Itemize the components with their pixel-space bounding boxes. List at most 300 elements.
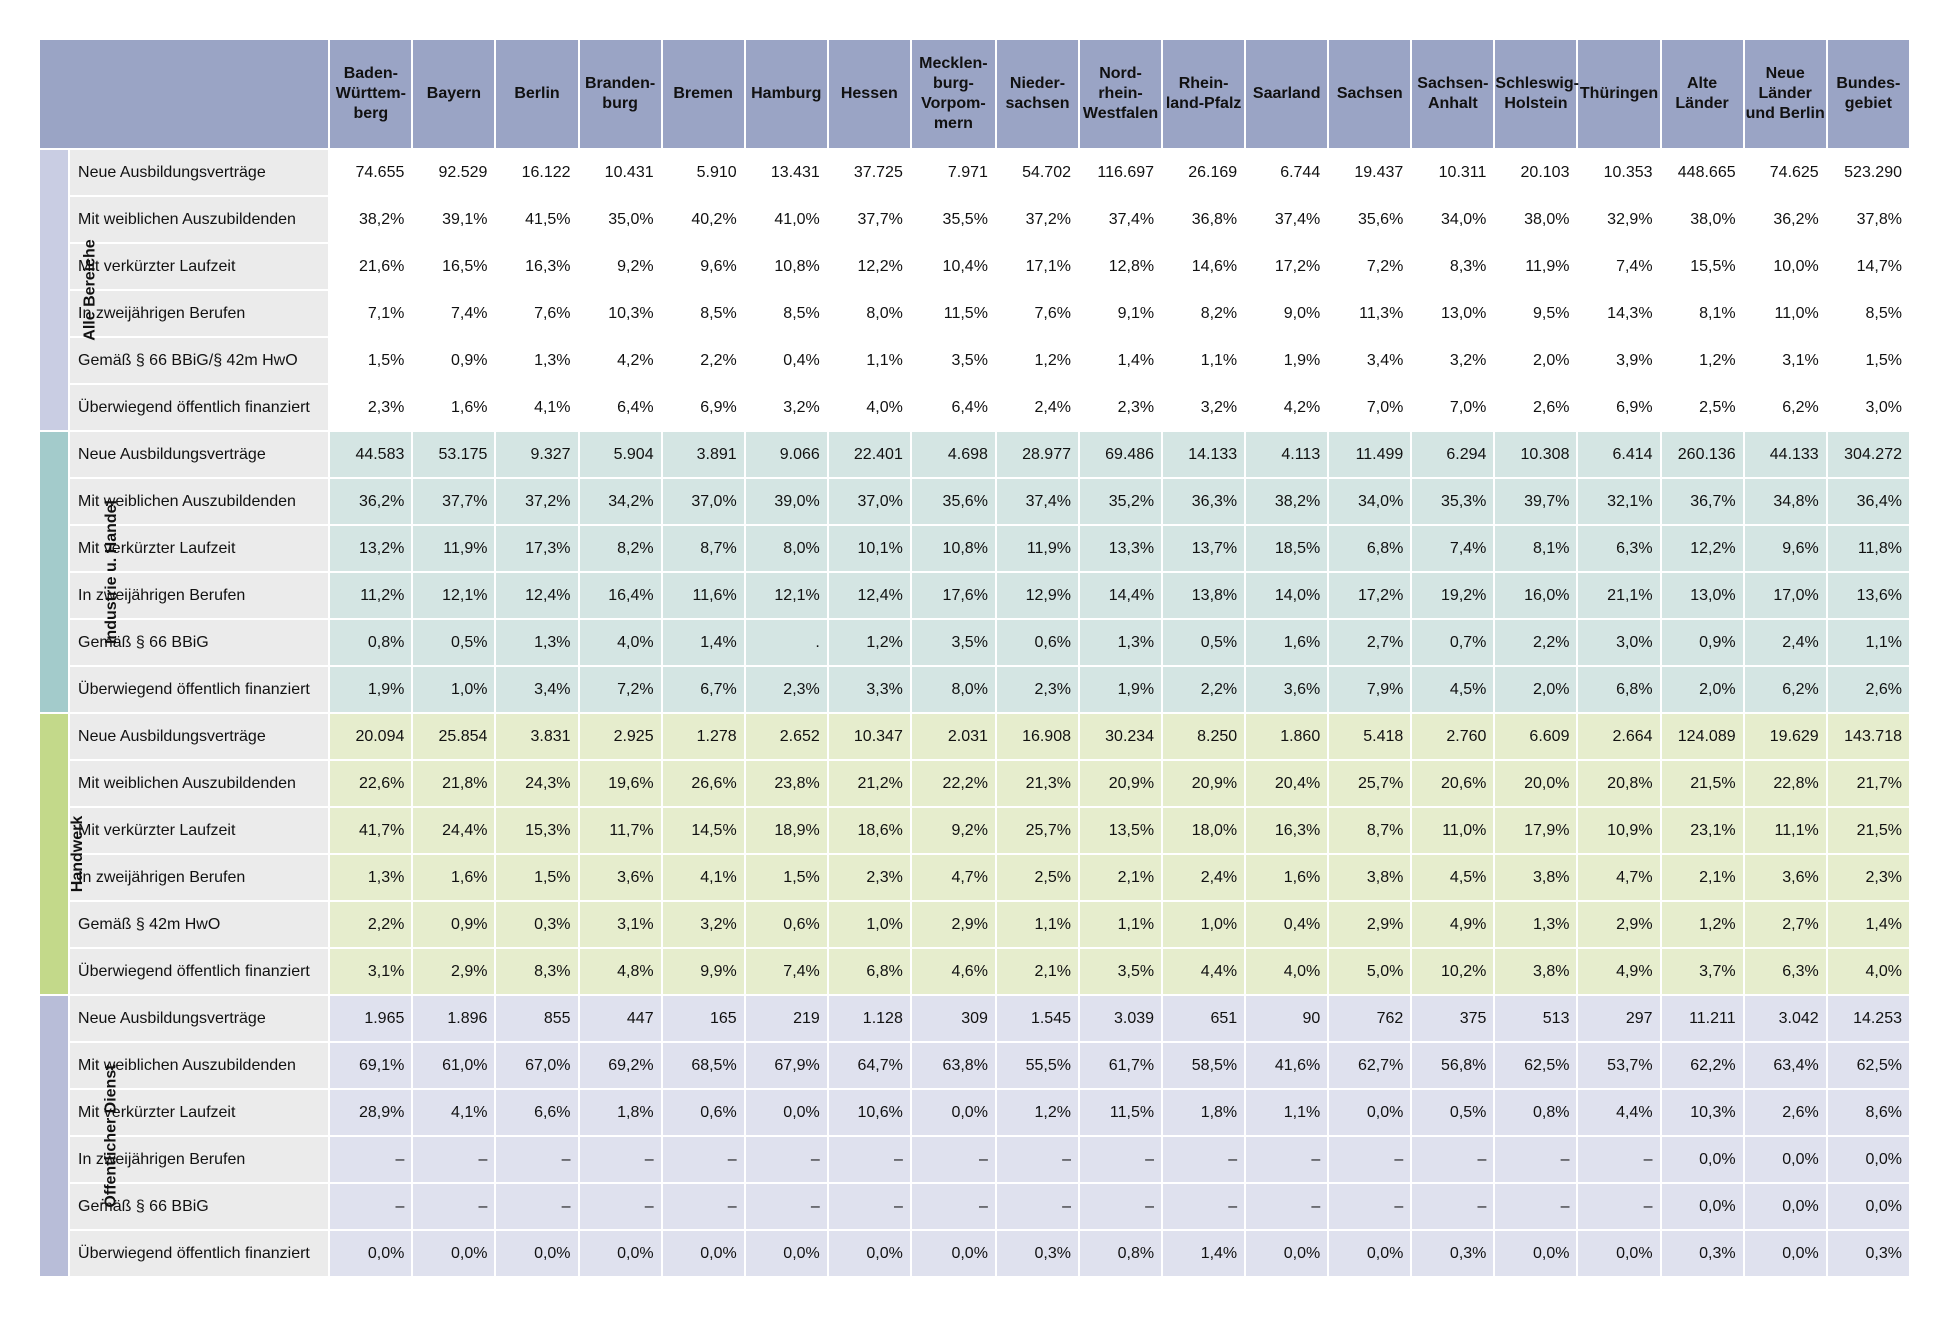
table-row: [39, 572, 1910, 619]
table-cell: 22,2%: [911, 760, 996, 807]
table-cell: 0,0%: [911, 1230, 996, 1277]
table-cell: –: [1328, 1136, 1411, 1183]
row-label: Mit verkürzter Laufzeit: [69, 1089, 329, 1136]
table-cell: 6,9%: [662, 384, 745, 431]
table-cell: 11,9%: [412, 525, 495, 572]
table-cell: 36,2%: [329, 478, 412, 525]
table-cell: 13,0%: [1411, 290, 1494, 337]
table-cell: 1,2%: [1661, 337, 1744, 384]
section-label-text: Alle Bereiche: [81, 239, 99, 341]
table-cell: 11,0%: [1744, 290, 1827, 337]
column-header-line: und Berlin: [1745, 105, 1825, 122]
table-cell: 37,2%: [495, 478, 578, 525]
table-cell: 37,4%: [1079, 196, 1162, 243]
table-cell: 90: [1245, 995, 1328, 1042]
table-cell: 34,0%: [1411, 196, 1494, 243]
row-label: Mit weiblichen Auszubildenden: [69, 1042, 329, 1089]
table-cell: 3.042: [1744, 995, 1827, 1042]
table-cell: 39,0%: [745, 478, 828, 525]
column-header-line: rhein-: [1098, 85, 1143, 102]
table-cell: 3,2%: [1411, 337, 1494, 384]
table-cell: 0,3%: [1411, 1230, 1494, 1277]
table-cell: 2,6%: [1744, 1089, 1827, 1136]
table-cell: 13,8%: [1162, 572, 1245, 619]
table-cell: 6,2%: [1744, 384, 1827, 431]
table-cell: 11,9%: [1494, 243, 1577, 290]
table-cell: 1,9%: [329, 666, 412, 713]
table-cell: 9,6%: [662, 243, 745, 290]
table-cell: 6,3%: [1744, 948, 1827, 995]
table-cell: –: [828, 1136, 911, 1183]
table-cell: 4,0%: [828, 384, 911, 431]
table-cell: 651: [1162, 995, 1245, 1042]
table-cell: 3,7%: [1661, 948, 1744, 995]
table-cell: 3,4%: [495, 666, 578, 713]
column-header: [1661, 39, 1744, 149]
table-cell: 304.272: [1827, 431, 1910, 478]
row-label: Mit verkürzter Laufzeit: [69, 525, 329, 572]
table-cell: 8,6%: [1827, 1089, 1910, 1136]
table-cell: –: [579, 1183, 662, 1230]
table-cell: 6,4%: [579, 384, 662, 431]
table-cell: 0,8%: [1079, 1230, 1162, 1277]
table-cell: 4,9%: [1577, 948, 1660, 995]
table-row: [39, 290, 1910, 337]
table-cell: 12,1%: [412, 572, 495, 619]
table-row: [39, 854, 1910, 901]
column-header-line: Rhein-: [1178, 75, 1229, 92]
row-label: Gemäß § 66 BBiG: [69, 619, 329, 666]
table-cell: 0,0%: [1328, 1089, 1411, 1136]
column-header-line: Thüringen: [1579, 85, 1659, 102]
table-cell: 9,9%: [662, 948, 745, 995]
table-cell: 17,0%: [1744, 572, 1827, 619]
table-cell: 18,9%: [745, 807, 828, 854]
table-cell: 44.133: [1744, 431, 1827, 478]
table-cell: 37,0%: [828, 478, 911, 525]
table-cell: –: [329, 1183, 412, 1230]
row-label: Mit weiblichen Auszubildenden: [69, 196, 329, 243]
table-cell: 37,7%: [412, 478, 495, 525]
row-label: Überwiegend öffentlich finanziert: [69, 948, 329, 995]
table-cell: 8,3%: [1411, 243, 1494, 290]
table-cell: –: [745, 1183, 828, 1230]
table-cell: 8,0%: [911, 666, 996, 713]
row-label: Überwiegend öffentlich finanziert: [69, 666, 329, 713]
row-label: Gemäß § 66 BBiG/§ 42m HwO: [69, 337, 329, 384]
table-cell: 11,1%: [1744, 807, 1827, 854]
table-cell: 11.499: [1328, 431, 1411, 478]
table-cell: 3,5%: [911, 337, 996, 384]
table-cell: 8,1%: [1494, 525, 1577, 572]
table-cell: 14,4%: [1079, 572, 1162, 619]
table-cell: 20.094: [329, 713, 412, 760]
table-cell: 0,0%: [579, 1230, 662, 1277]
table-cell: 12,9%: [996, 572, 1079, 619]
table-cell: 62,7%: [1328, 1042, 1411, 1089]
column-header-line: Saarland: [1252, 85, 1321, 102]
table-cell: 375: [1411, 995, 1494, 1042]
table-cell: 21,8%: [412, 760, 495, 807]
table-cell: 3,0%: [1577, 619, 1660, 666]
table-cell: 7,0%: [1411, 384, 1494, 431]
table-cell: 58,5%: [1162, 1042, 1245, 1089]
table-cell: 5.418: [1328, 713, 1411, 760]
table-cell: 4,2%: [1245, 384, 1328, 431]
table-cell: 39,7%: [1494, 478, 1577, 525]
table-cell: 2,3%: [996, 666, 1079, 713]
table-cell: 16.908: [996, 713, 1079, 760]
table-cell: 3,5%: [911, 619, 996, 666]
table-cell: –: [495, 1183, 578, 1230]
table-cell: 2,5%: [1661, 384, 1744, 431]
table-cell: 21,7%: [1827, 760, 1910, 807]
table-cell: 37,4%: [1245, 196, 1328, 243]
table-cell: 1,5%: [745, 854, 828, 901]
table-cell: 2,1%: [1661, 854, 1744, 901]
column-header: [1577, 39, 1660, 149]
table-cell: 2,3%: [1827, 854, 1910, 901]
table-cell: 0,0%: [1827, 1183, 1910, 1230]
table-cell: 38,2%: [1245, 478, 1328, 525]
table-cell: 1,1%: [1245, 1089, 1328, 1136]
table-row: [39, 431, 1910, 478]
table-cell: 28,9%: [329, 1089, 412, 1136]
table-cell: 1,2%: [996, 1089, 1079, 1136]
table-cell: 0,0%: [828, 1230, 911, 1277]
table-cell: 523.290: [1827, 149, 1910, 196]
column-header-line: Alte: [1686, 75, 1718, 92]
column-header-line: Mecklen-: [919, 55, 988, 72]
table-cell: 34,2%: [579, 478, 662, 525]
table-cell: 297: [1577, 995, 1660, 1042]
column-header: [1744, 39, 1827, 149]
table-cell: 13.431: [745, 149, 828, 196]
table-cell: 0,0%: [1744, 1183, 1827, 1230]
table-cell: 0,6%: [662, 1089, 745, 1136]
table-cell: –: [745, 1136, 828, 1183]
table-cell: 3,1%: [1744, 337, 1827, 384]
table-cell: 2,9%: [1328, 901, 1411, 948]
table-cell: 513: [1494, 995, 1577, 1042]
table-cell: 3,9%: [1577, 337, 1660, 384]
table-cell: –: [1245, 1136, 1328, 1183]
table-cell: 11,0%: [1411, 807, 1494, 854]
table-cell: 2,0%: [1494, 666, 1577, 713]
table-cell: 17,1%: [996, 243, 1079, 290]
table-cell: 9,0%: [1245, 290, 1328, 337]
table-cell: 1,9%: [1245, 337, 1328, 384]
table-cell: 8,5%: [745, 290, 828, 337]
table-cell: 11,6%: [662, 572, 745, 619]
table-cell: 13,5%: [1079, 807, 1162, 854]
table-cell: 39,1%: [412, 196, 495, 243]
column-header-line: gebiet: [1844, 95, 1892, 112]
table-cell: 762: [1328, 995, 1411, 1042]
table-cell: 36,7%: [1661, 478, 1744, 525]
table-cell: 61,7%: [1079, 1042, 1162, 1089]
table-cell: 16,5%: [412, 243, 495, 290]
table-cell: 19,2%: [1411, 572, 1494, 619]
table-cell: –: [1162, 1136, 1245, 1183]
table-cell: 4,7%: [911, 854, 996, 901]
table-cell: 36,2%: [1744, 196, 1827, 243]
table-cell: 21,1%: [1577, 572, 1660, 619]
statistics-table: [38, 38, 1911, 1278]
table-cell: 62,2%: [1661, 1042, 1744, 1089]
table-cell: 7,6%: [996, 290, 1079, 337]
table-row: [39, 760, 1910, 807]
table-cell: 16.122: [495, 149, 578, 196]
table-cell: 18,5%: [1245, 525, 1328, 572]
column-header-line: burg-: [932, 75, 974, 92]
table-cell: 3,0%: [1827, 384, 1910, 431]
table-cell: 1,0%: [412, 666, 495, 713]
table-cell: 855: [495, 995, 578, 1042]
column-header: [579, 39, 662, 149]
table-cell: 44.583: [329, 431, 412, 478]
table-cell: 20,9%: [1162, 760, 1245, 807]
table-cell: 35,6%: [911, 478, 996, 525]
table-cell: 53.175: [412, 431, 495, 478]
table-cell: 2,1%: [1079, 854, 1162, 901]
table-cell: 21,5%: [1661, 760, 1744, 807]
table-cell: 7,1%: [329, 290, 412, 337]
column-header: [412, 39, 495, 149]
table-cell: 37,0%: [662, 478, 745, 525]
table-cell: 7,9%: [1328, 666, 1411, 713]
column-header-line: Neue: [1765, 65, 1805, 82]
table-cell: 0,0%: [1661, 1183, 1744, 1230]
table-cell: 1,9%: [1079, 666, 1162, 713]
table-cell: 10.353: [1577, 149, 1660, 196]
table-cell: 219: [745, 995, 828, 1042]
table-cell: 0,5%: [1411, 1089, 1494, 1136]
table-cell: 35,0%: [579, 196, 662, 243]
table-cell: 1.965: [329, 995, 412, 1042]
section-label-text: Öffentlicher Dienst: [102, 1064, 120, 1208]
table-cell: 2,6%: [1827, 666, 1910, 713]
table-cell: 0,8%: [329, 619, 412, 666]
table-cell: 12,2%: [1661, 525, 1744, 572]
table-cell: 19.629: [1744, 713, 1827, 760]
table-cell: 9.066: [745, 431, 828, 478]
table-cell: 0,3%: [996, 1230, 1079, 1277]
table-cell: 1.860: [1245, 713, 1328, 760]
table-cell: 1,0%: [1162, 901, 1245, 948]
table-cell: 9,2%: [579, 243, 662, 290]
table-cell: 20,9%: [1079, 760, 1162, 807]
table-cell: 67,9%: [745, 1042, 828, 1089]
table-cell: 4,1%: [662, 854, 745, 901]
table-cell: 17,2%: [1245, 243, 1328, 290]
table-cell: 3,4%: [1328, 337, 1411, 384]
table-cell: 0,8%: [1494, 1089, 1577, 1136]
table-cell: 0,0%: [745, 1089, 828, 1136]
table-cell: 10,2%: [1411, 948, 1494, 995]
table-cell: –: [996, 1136, 1079, 1183]
table-cell: 8.250: [1162, 713, 1245, 760]
row-label: In zweijährigen Berufen: [69, 290, 329, 337]
table-cell: –: [412, 1136, 495, 1183]
column-header-line: burg: [602, 95, 638, 112]
table-cell: 1,4%: [1079, 337, 1162, 384]
table-cell: 5.910: [662, 149, 745, 196]
table-cell: 41,7%: [329, 807, 412, 854]
table-header: [39, 39, 1910, 149]
table-cell: 36,3%: [1162, 478, 1245, 525]
table-cell: 6,3%: [1577, 525, 1660, 572]
table-row: [39, 1089, 1910, 1136]
table-cell: 35,5%: [911, 196, 996, 243]
column-header-line: Länder: [1758, 85, 1812, 102]
table-cell: 0,0%: [1661, 1136, 1744, 1183]
table-cell: 1,6%: [1245, 854, 1328, 901]
table-cell: 17,2%: [1328, 572, 1411, 619]
table-row: [39, 807, 1910, 854]
table-cell: 1,3%: [495, 619, 578, 666]
header-row: [39, 39, 1910, 149]
table-cell: 4,4%: [1577, 1089, 1660, 1136]
column-header: [1245, 39, 1328, 149]
table-cell: 26.169: [1162, 149, 1245, 196]
table-cell: 6.609: [1494, 713, 1577, 760]
table-cell: –: [828, 1183, 911, 1230]
table-body: [39, 149, 1910, 1277]
section-label: [39, 149, 99, 431]
table-cell: 3,5%: [1079, 948, 1162, 995]
table-cell: –: [1494, 1183, 1577, 1230]
table-cell: 16,4%: [579, 572, 662, 619]
table-cell: 1,6%: [1245, 619, 1328, 666]
column-header: [1494, 39, 1577, 149]
table-cell: 10,4%: [911, 243, 996, 290]
table-cell: 3,2%: [745, 384, 828, 431]
table-cell: 32,9%: [1577, 196, 1660, 243]
table-cell: 2,9%: [1577, 901, 1660, 948]
table-cell: 4,8%: [579, 948, 662, 995]
table-cell: 0,0%: [662, 1230, 745, 1277]
column-header-line: Bayern: [426, 85, 482, 102]
table-cell: 30.234: [1079, 713, 1162, 760]
table-row: [39, 1183, 1910, 1230]
table-cell: 6,7%: [662, 666, 745, 713]
table-cell: –: [412, 1183, 495, 1230]
table-cell: 1,3%: [329, 854, 412, 901]
table-cell: 8,2%: [579, 525, 662, 572]
table-cell: 34,8%: [1744, 478, 1827, 525]
row-label: Mit weiblichen Auszubildenden: [69, 760, 329, 807]
table-cell: 21,6%: [329, 243, 412, 290]
column-header: [1411, 39, 1494, 149]
table-cell: 1,2%: [1661, 901, 1744, 948]
column-header-line: Branden-: [584, 75, 656, 92]
table-cell: 10,0%: [1744, 243, 1827, 290]
table-row: [39, 995, 1910, 1042]
table-cell: 40,2%: [662, 196, 745, 243]
table-cell: 17,6%: [911, 572, 996, 619]
table-cell: 10,9%: [1577, 807, 1660, 854]
table-row: [39, 196, 1910, 243]
table-cell: 8,7%: [1328, 807, 1411, 854]
table-cell: –: [1577, 1183, 1660, 1230]
column-header-line: Westfalen: [1082, 105, 1159, 122]
table-cell: 0,0%: [495, 1230, 578, 1277]
table-cell: –: [911, 1136, 996, 1183]
table-cell: 165: [662, 995, 745, 1042]
table-cell: 69,1%: [329, 1042, 412, 1089]
table-cell: 37,7%: [828, 196, 911, 243]
table-cell: 10,3%: [579, 290, 662, 337]
table-cell: 7,4%: [1577, 243, 1660, 290]
table-cell: 13,0%: [1661, 572, 1744, 619]
table-cell: 5,0%: [1328, 948, 1411, 995]
row-label: Überwiegend öffentlich finanziert: [69, 1230, 329, 1277]
table-cell: 2,3%: [329, 384, 412, 431]
column-header: [1079, 39, 1162, 149]
table-cell: 3,6%: [1245, 666, 1328, 713]
table-cell: –: [495, 1136, 578, 1183]
table-cell: 11,8%: [1827, 525, 1910, 572]
table-cell: 10,3%: [1661, 1089, 1744, 1136]
table-cell: 0,6%: [745, 901, 828, 948]
table-cell: 2.760: [1411, 713, 1494, 760]
table-cell: 63,4%: [1744, 1042, 1827, 1089]
table-cell: 41,0%: [745, 196, 828, 243]
table-cell: 2,9%: [412, 948, 495, 995]
table-cell: 2.664: [1577, 713, 1660, 760]
table-cell: 2,4%: [996, 384, 1079, 431]
table-cell: 4,5%: [1411, 854, 1494, 901]
table-cell: 2.652: [745, 713, 828, 760]
table-cell: 0,3%: [495, 901, 578, 948]
table-cell: 0,4%: [1245, 901, 1328, 948]
table-cell: 6,4%: [911, 384, 996, 431]
table-cell: 68,5%: [662, 1042, 745, 1089]
table-cell: 2.031: [911, 713, 996, 760]
table-cell: 2,0%: [1661, 666, 1744, 713]
table-cell: 22,8%: [1744, 760, 1827, 807]
table-cell: 1,8%: [579, 1089, 662, 1136]
table-cell: 7,0%: [1328, 384, 1411, 431]
row-label: Neue Ausbildungsverträge: [69, 149, 329, 196]
table-cell: 3,2%: [1162, 384, 1245, 431]
table-cell: 4,4%: [1162, 948, 1245, 995]
table-cell: 15,5%: [1661, 243, 1744, 290]
table-cell: 2,2%: [662, 337, 745, 384]
column-header-line: Hamburg: [751, 85, 822, 102]
table-cell: 4,0%: [1245, 948, 1328, 995]
table-cell: 1,3%: [1494, 901, 1577, 948]
table-cell: 4,9%: [1411, 901, 1494, 948]
table-cell: 74.625: [1744, 149, 1827, 196]
table-cell: 3,3%: [828, 666, 911, 713]
table-cell: 16,3%: [1245, 807, 1328, 854]
table-cell: 20,8%: [1577, 760, 1660, 807]
table-cell: 37,4%: [996, 478, 1079, 525]
column-header-line: Vorpom-: [921, 95, 986, 112]
table-cell: 10.311: [1411, 149, 1494, 196]
table-cell: 41,6%: [1245, 1042, 1328, 1089]
table-cell: 1,2%: [996, 337, 1079, 384]
column-header: [1162, 39, 1245, 149]
table-cell: 0,9%: [1661, 619, 1744, 666]
table-cell: 36,8%: [1162, 196, 1245, 243]
table-cell: 0,0%: [1328, 1230, 1411, 1277]
table-cell: 7,4%: [1411, 525, 1494, 572]
table-cell: 14.133: [1162, 431, 1245, 478]
table-cell: 67,0%: [495, 1042, 578, 1089]
